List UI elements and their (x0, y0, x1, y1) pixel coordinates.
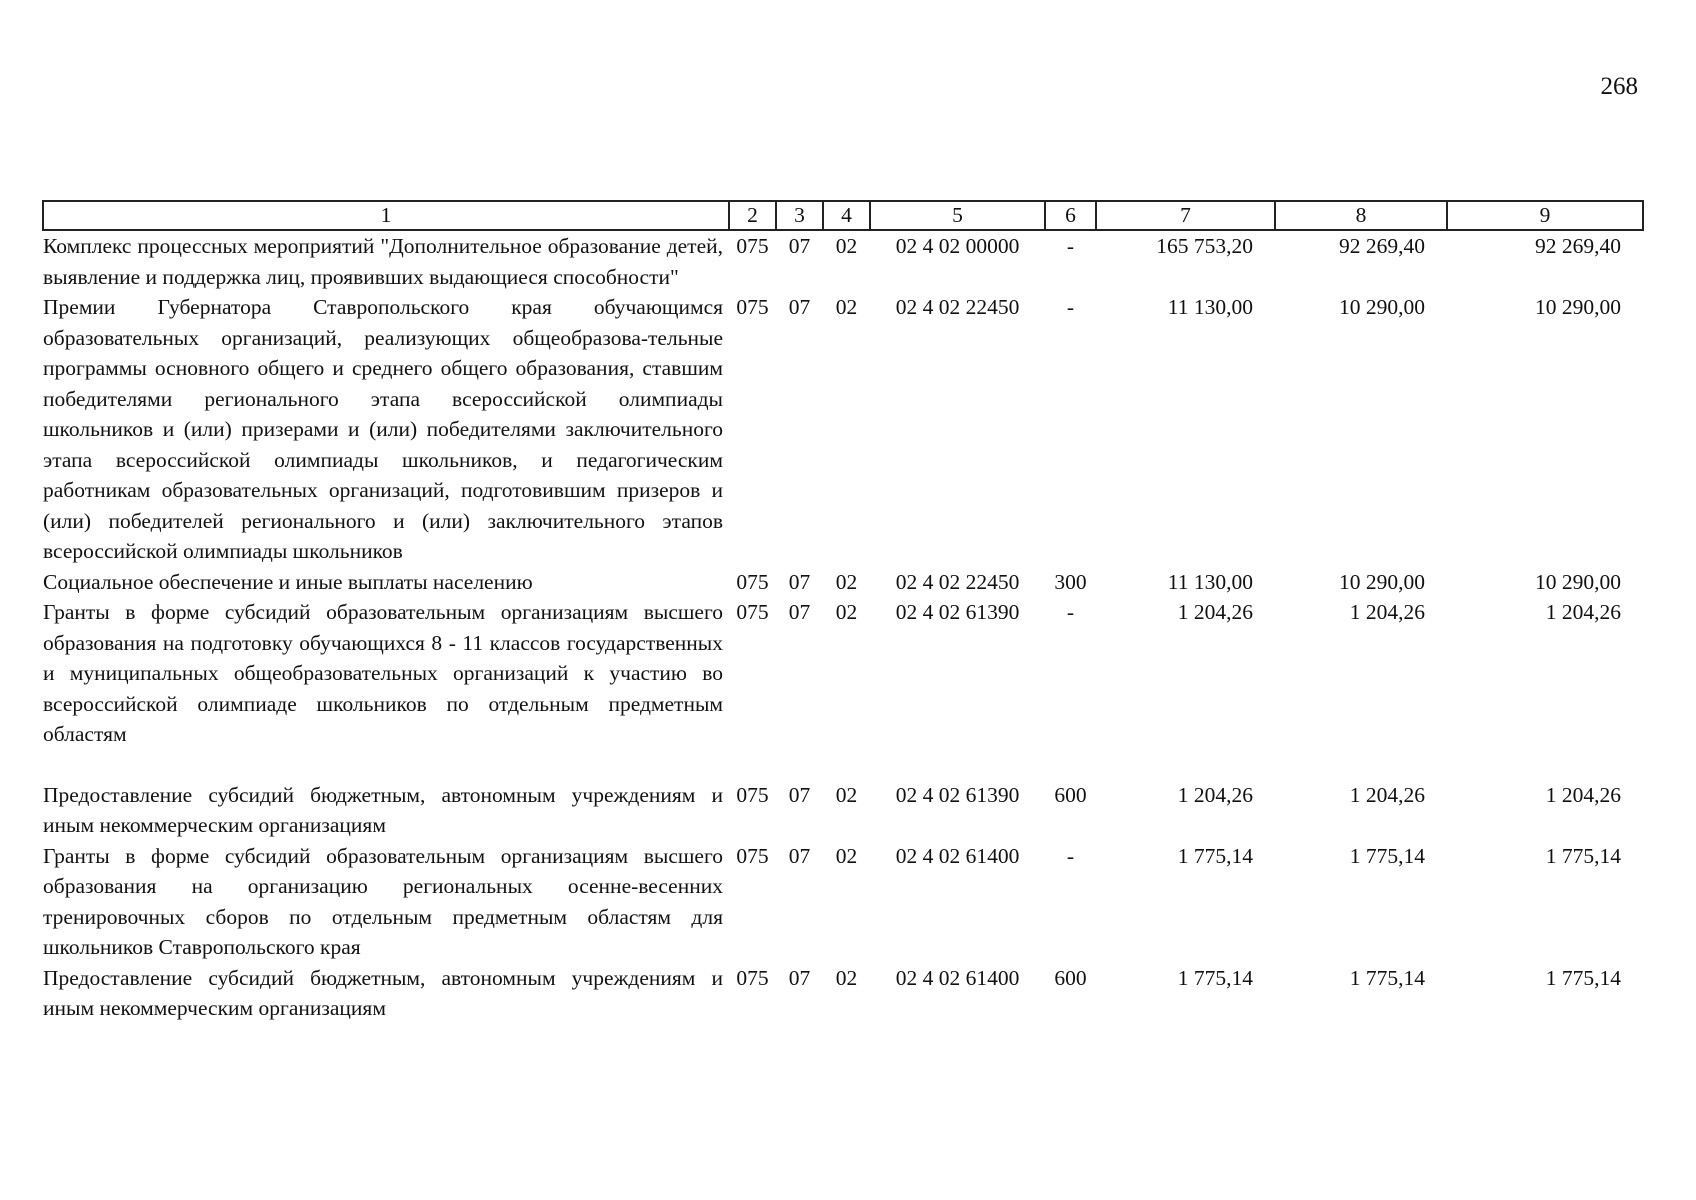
table-row (43, 841, 1643, 963)
row-code-2: 075 (736, 782, 769, 807)
row-description: Гранты в форме субсидий образовательным организациям высшего образования на организацию региональных осенне-весенних тренировочных сборов по отдельным предметным областям для школьников Ставропольского края (43, 843, 723, 959)
row-amount-8: 1 204,26 (1349, 600, 1425, 624)
row-code-2: 075 (736, 600, 769, 624)
row-description: Предоставление субсидий бюджетным, автономным учреждениям и иным некоммерческим организациям (43, 965, 723, 1020)
row-amount-8: 1 775,14 (1349, 965, 1425, 990)
row-code-5: 02 4 02 22450 (895, 569, 1020, 594)
column-header-1: 1 (43, 201, 729, 230)
row-code-4: 02 (835, 234, 858, 258)
row-code-5: 02 4 02 61390 (895, 600, 1020, 624)
row-code-4: 02 (835, 782, 858, 807)
row-code-3: 07 (788, 295, 811, 319)
row-amount-7: 1 775,14 (1177, 965, 1253, 990)
column-header-5: 5 (870, 201, 1045, 230)
row-code-4: 02 (835, 569, 858, 594)
column-header-7: 7 (1096, 201, 1275, 230)
row-code-6: 600 (1054, 782, 1087, 807)
row-code-6: - (1066, 295, 1075, 319)
row-code-4: 02 (835, 843, 858, 868)
row-code-5: 02 4 02 61400 (895, 843, 1020, 868)
row-code-4: 02 (835, 965, 858, 990)
table-row (43, 597, 1643, 750)
column-header-9: 9 (1447, 201, 1643, 230)
row-code-3: 07 (788, 600, 811, 624)
row-code-5: 02 4 02 61400 (895, 965, 1020, 990)
row-amount-8: 10 290,00 (1339, 569, 1425, 594)
row-amount-9: 10 290,00 (1535, 569, 1621, 594)
row-code-4: 02 (835, 295, 858, 319)
row-amount-9: 92 269,40 (1535, 234, 1621, 258)
column-header-2: 2 (729, 201, 776, 230)
row-amount-8: 1 204,26 (1349, 782, 1425, 807)
row-code-6: - (1066, 843, 1075, 868)
row-amount-9: 1 204,26 (1545, 782, 1621, 807)
row-description: Социальное обеспечение и иные выплаты населению (43, 569, 533, 594)
row-amount-8: 10 290,00 (1339, 295, 1425, 319)
row-amount-7: 1 204,26 (1177, 600, 1253, 624)
page-number: 268 (1600, 73, 1638, 100)
row-amount-9: 1 775,14 (1545, 965, 1621, 990)
spacer-row (43, 750, 1643, 780)
row-code-2: 075 (736, 965, 769, 990)
row-code-3: 07 (788, 234, 811, 258)
table-row (43, 780, 1643, 841)
column-header-3: 3 (776, 201, 823, 230)
table-row (43, 567, 1643, 598)
row-amount-9: 10 290,00 (1535, 295, 1621, 319)
row-description: Гранты в форме субсидий образовательным организациям высшего образования на подготовку обучающихся 8 - 11 классов государственных и муниципальных общеобразовательных организаций к участию во всероссийской олимпиаде школьников по отдельным предметным областям (43, 600, 723, 746)
row-code-2: 075 (736, 295, 769, 319)
column-header-4: 4 (823, 201, 870, 230)
column-header-6: 6 (1045, 201, 1096, 230)
row-amount-7: 11 130,00 (1167, 295, 1253, 319)
row-code-2: 075 (736, 234, 769, 258)
row-code-4: 02 (835, 600, 858, 624)
row-code-6: - (1066, 234, 1075, 258)
column-header-8: 8 (1275, 201, 1447, 230)
row-amount-7: 165 753,20 (1156, 234, 1253, 258)
row-code-3: 07 (788, 843, 811, 868)
table-row (43, 963, 1643, 1024)
row-amount-7: 1 775,14 (1177, 843, 1253, 868)
row-code-6: 600 (1054, 965, 1087, 990)
row-code-3: 07 (788, 965, 811, 990)
row-code-3: 07 (788, 569, 811, 594)
row-amount-7: 11 130,00 (1167, 569, 1253, 594)
row-code-6: - (1066, 600, 1075, 624)
row-code-2: 075 (736, 569, 769, 594)
row-code-5: 02 4 02 22450 (895, 295, 1020, 319)
row-amount-8: 1 775,14 (1349, 843, 1425, 868)
header-row (43, 201, 1643, 230)
row-amount-9: 1 204,26 (1545, 600, 1621, 624)
row-description: Комплекс процессных мероприятий "Дополнительное образование детей, выявление и поддержка лиц, проявивших выдающиеся способности" (43, 234, 723, 289)
row-code-3: 07 (788, 782, 811, 807)
row-code-5: 02 4 02 00000 (895, 234, 1020, 258)
row-description: Предоставление субсидий бюджетным, автономным учреждениям и иным некоммерческим организациям (43, 782, 723, 837)
row-code-2: 075 (736, 843, 769, 868)
row-code-5: 02 4 02 61390 (895, 782, 1020, 807)
row-code-6: 300 (1054, 569, 1087, 594)
row-description: Премии Губернатора Ставропольского края обучающимся образовательных организаций, реализующих общеобразова-тельные программы основного общего и среднего общего образования, ставшим победителями регионального этапа всероссийской олимпиады школьников и (или) призерами и (или) победителями заключительного этапа всероссийской олимпиады школьников, и педагогическим работникам образовательных организаций, подготовившим призеров и (или) победителей регионального и (или) заключительного этапов всероссийской олимпиады школьников (43, 295, 723, 563)
row-amount-7: 1 204,26 (1177, 782, 1253, 807)
table-row (43, 292, 1643, 567)
budget-table (42, 200, 1644, 1024)
row-amount-8: 92 269,40 (1339, 234, 1425, 258)
table-row (43, 230, 1643, 292)
row-amount-9: 1 775,14 (1545, 843, 1621, 868)
spacer-cell (43, 750, 1643, 780)
